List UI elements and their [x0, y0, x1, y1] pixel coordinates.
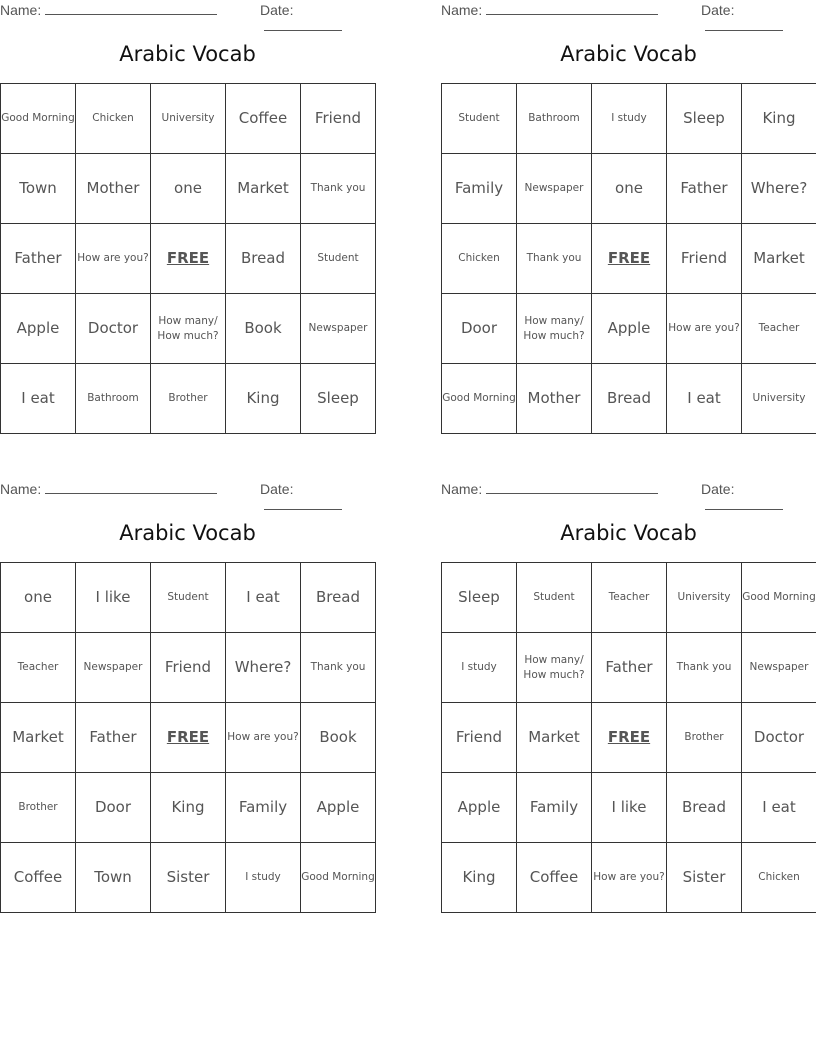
- name-line: [45, 481, 217, 494]
- grid-cell: Student: [301, 224, 376, 294]
- grid-cell: Student: [151, 563, 226, 633]
- card-title: Arabic Vocab: [119, 521, 256, 545]
- grid-cell: Bread: [226, 224, 301, 294]
- grid-cell: Friend: [442, 703, 517, 773]
- grid-cell: Newspaper: [517, 154, 592, 224]
- name-label: Name:: [441, 2, 483, 18]
- date-label: Date:: [260, 481, 294, 497]
- grid-cell: How are you?: [667, 294, 742, 364]
- grid-cell: Where?: [742, 154, 816, 224]
- grid-cell: Doctor: [742, 703, 816, 773]
- grid-cell: Thank you: [301, 154, 376, 224]
- grid-cell: I eat: [667, 364, 742, 434]
- grid-cell: Newspaper: [76, 633, 151, 703]
- grid-cell: I study: [442, 633, 517, 703]
- date-line: [705, 497, 783, 510]
- grid-cell: Father: [76, 703, 151, 773]
- grid-row: [1, 843, 376, 913]
- grid-cell: Market: [742, 224, 816, 294]
- grid-cell: King: [226, 364, 301, 434]
- date-field: [701, 2, 816, 34]
- grid-cell: Family: [517, 773, 592, 843]
- grid-cell: Teacher: [742, 294, 816, 364]
- grid-cell: Apple: [301, 773, 376, 843]
- bingo-card-2: [441, 0, 816, 407]
- card-header: [0, 479, 375, 501]
- grid-cell: Book: [226, 294, 301, 364]
- grid-cell: Thank you: [517, 224, 592, 294]
- grid-cell: Father: [1, 224, 76, 294]
- grid-cell: Coffee: [1, 843, 76, 913]
- free-space-cell: FREE: [592, 703, 667, 773]
- grid-cell: Town: [76, 843, 151, 913]
- grid-cell: Teacher: [1, 633, 76, 703]
- grid-cell: Brother: [667, 703, 742, 773]
- date-label: Date:: [701, 2, 735, 18]
- grid-row: [442, 294, 816, 364]
- grid-cell: How many/ How much?: [517, 294, 592, 364]
- grid-cell: Good Morning: [442, 364, 517, 434]
- grid-cell: Sleep: [442, 563, 517, 633]
- grid-cell: Sister: [151, 843, 226, 913]
- grid-cell: I like: [592, 773, 667, 843]
- date-field: [701, 481, 816, 513]
- name-field: [0, 481, 217, 497]
- free-space-cell: FREE: [151, 224, 226, 294]
- grid-cell: King: [151, 773, 226, 843]
- grid-cell: Sleep: [301, 364, 376, 434]
- grid-cell: Bread: [667, 773, 742, 843]
- grid-cell: I like: [76, 563, 151, 633]
- grid-row: [442, 364, 816, 434]
- grid-row: [1, 154, 376, 224]
- grid-row: [1, 773, 376, 843]
- bingo-grid: [0, 83, 376, 434]
- bingo-grid: [0, 562, 376, 913]
- grid-cell: Apple: [1, 294, 76, 364]
- grid-row: [1, 364, 376, 434]
- card-header: [441, 0, 816, 22]
- name-label: Name:: [441, 481, 483, 497]
- grid-row: [442, 154, 816, 224]
- name-label: Name:: [0, 481, 42, 497]
- grid-cell: King: [742, 84, 816, 154]
- grid-cell: Thank you: [301, 633, 376, 703]
- grid-cell: Market: [1, 703, 76, 773]
- name-line: [486, 481, 658, 494]
- grid-cell: How are you?: [592, 843, 667, 913]
- grid-row: [1, 84, 376, 154]
- grid-cell: I eat: [1, 364, 76, 434]
- grid-cell: How many/ How much?: [151, 294, 226, 364]
- grid-row: [442, 703, 816, 773]
- grid-cell: Coffee: [226, 84, 301, 154]
- grid-cell: Good Morning: [1, 84, 76, 154]
- grid-cell: Student: [517, 563, 592, 633]
- grid-row: [442, 224, 816, 294]
- free-space-cell: FREE: [151, 703, 226, 773]
- date-line: [264, 18, 342, 31]
- grid-cell: Family: [442, 154, 517, 224]
- grid-cell: Friend: [301, 84, 376, 154]
- bingo-card-3: [0, 479, 375, 886]
- grid-cell: Where?: [226, 633, 301, 703]
- grid-cell: Bathroom: [76, 364, 151, 434]
- date-line: [264, 497, 342, 510]
- grid-cell: Mother: [517, 364, 592, 434]
- grid-cell: How are you?: [76, 224, 151, 294]
- grid-cell: Apple: [442, 773, 517, 843]
- grid-row: [442, 633, 816, 703]
- grid-cell: Book: [301, 703, 376, 773]
- grid-row: [442, 773, 816, 843]
- grid-cell: Bathroom: [517, 84, 592, 154]
- card-header: [0, 0, 375, 22]
- grid-cell: Sister: [667, 843, 742, 913]
- grid-row: [1, 224, 376, 294]
- name-field: [441, 2, 658, 18]
- grid-cell: Sleep: [667, 84, 742, 154]
- grid-cell: Doctor: [76, 294, 151, 364]
- grid-cell: Town: [1, 154, 76, 224]
- grid-cell: Apple: [592, 294, 667, 364]
- free-space-cell: FREE: [592, 224, 667, 294]
- grid-cell: Market: [517, 703, 592, 773]
- grid-cell: one: [1, 563, 76, 633]
- grid-cell: Chicken: [742, 843, 816, 913]
- grid-cell: Family: [226, 773, 301, 843]
- grid-cell: Brother: [1, 773, 76, 843]
- grid-cell: Bread: [301, 563, 376, 633]
- date-field: [260, 481, 375, 513]
- grid-row: [442, 563, 816, 633]
- grid-row: [442, 843, 816, 913]
- name-field: [441, 481, 658, 497]
- grid-cell: Bread: [592, 364, 667, 434]
- grid-cell: one: [151, 154, 226, 224]
- date-line: [705, 18, 783, 31]
- bingo-card-1: [0, 0, 375, 407]
- bingo-card-4: [441, 479, 816, 886]
- grid-cell: one: [592, 154, 667, 224]
- grid-row: [1, 294, 376, 364]
- grid-cell: I eat: [226, 563, 301, 633]
- grid-cell: Good Morning: [301, 843, 376, 913]
- grid-cell: Father: [592, 633, 667, 703]
- grid-row: [442, 84, 816, 154]
- card-title: Arabic Vocab: [560, 521, 697, 545]
- grid-row: [1, 633, 376, 703]
- grid-cell: Newspaper: [301, 294, 376, 364]
- card-title: Arabic Vocab: [119, 42, 256, 66]
- grid-cell: I study: [226, 843, 301, 913]
- date-label: Date:: [701, 481, 735, 497]
- grid-cell: I study: [592, 84, 667, 154]
- grid-cell: Student: [442, 84, 517, 154]
- card-title: Arabic Vocab: [560, 42, 697, 66]
- grid-cell: Door: [442, 294, 517, 364]
- grid-cell: I eat: [742, 773, 816, 843]
- card-header: [441, 479, 816, 501]
- grid-cell: Chicken: [76, 84, 151, 154]
- name-line: [45, 2, 217, 15]
- grid-cell: Teacher: [592, 563, 667, 633]
- grid-cell: Father: [667, 154, 742, 224]
- grid-cell: Newspaper: [742, 633, 816, 703]
- date-label: Date:: [260, 2, 294, 18]
- grid-cell: University: [667, 563, 742, 633]
- grid-cell: How many/ How much?: [517, 633, 592, 703]
- grid-row: [1, 563, 376, 633]
- grid-row: [1, 703, 376, 773]
- grid-cell: Coffee: [517, 843, 592, 913]
- grid-cell: Door: [76, 773, 151, 843]
- grid-cell: Market: [226, 154, 301, 224]
- date-field: [260, 2, 375, 34]
- grid-cell: Mother: [76, 154, 151, 224]
- grid-cell: University: [742, 364, 816, 434]
- name-field: [0, 2, 217, 18]
- grid-cell: Brother: [151, 364, 226, 434]
- grid-cell: Chicken: [442, 224, 517, 294]
- name-label: Name:: [0, 2, 42, 18]
- bingo-grid: [441, 83, 816, 434]
- grid-cell: Friend: [667, 224, 742, 294]
- grid-cell: Friend: [151, 633, 226, 703]
- bingo-grid: [441, 562, 816, 913]
- grid-cell: Good Morning: [742, 563, 816, 633]
- grid-cell: University: [151, 84, 226, 154]
- grid-cell: Thank you: [667, 633, 742, 703]
- grid-cell: How are you?: [226, 703, 301, 773]
- grid-cell: King: [442, 843, 517, 913]
- name-line: [486, 2, 658, 15]
